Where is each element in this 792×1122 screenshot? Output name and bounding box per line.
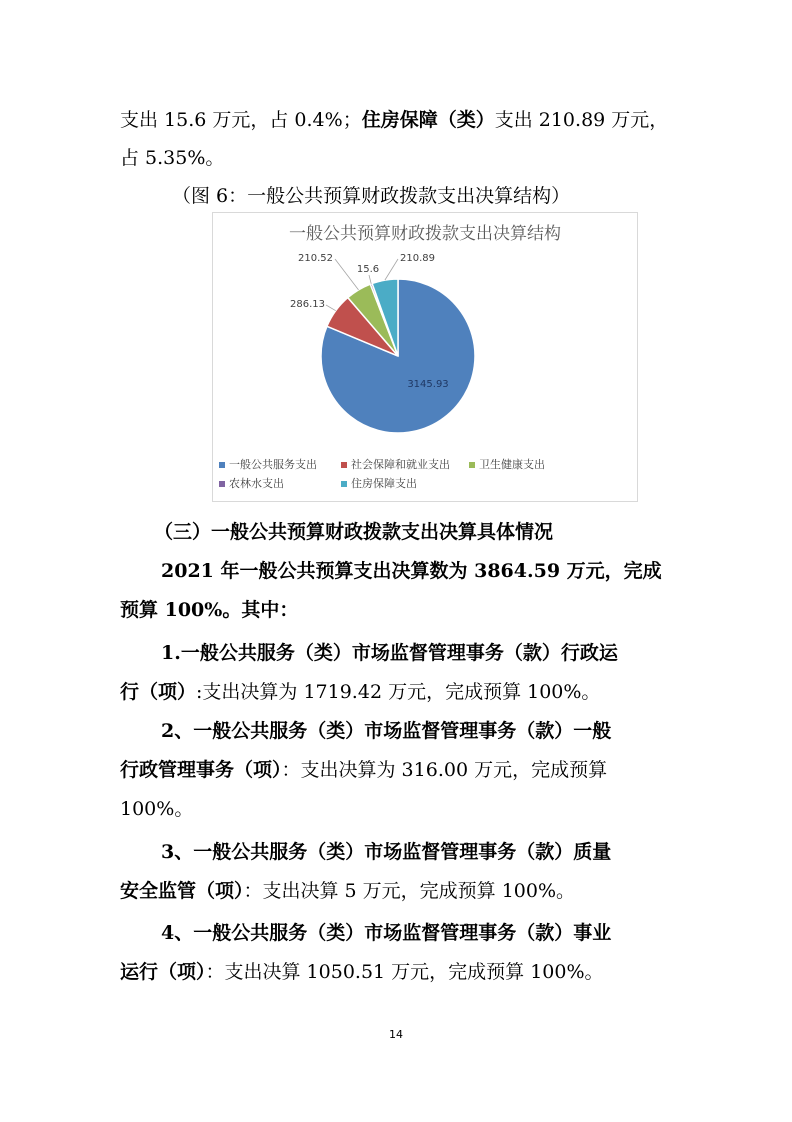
chart-title: 一般公共预算财政拨款支出决算结构 (289, 224, 561, 244)
pie-chart (212, 212, 638, 502)
data-label: 286.13 (290, 299, 325, 310)
legend-label: 社会保障和就业支出 (351, 458, 450, 471)
data-label: 210.89 (400, 253, 435, 264)
section-heading: （三）一般公共预算财政拨款支出决算具体情况 (154, 521, 554, 543)
bold-text-span: 行（项） (120, 681, 197, 703)
leader-line (335, 259, 358, 290)
data-label: 210.52 (298, 253, 333, 264)
text-span: ：支出决算 1050.51 万元，完成预算 100%。 (205, 961, 604, 983)
bold-text-span: 行政管理事务（项） (120, 759, 282, 781)
summary-line: 预算 100%。其中： (120, 599, 299, 621)
legend-label: 农林水支出 (229, 477, 284, 490)
text-span: :支出决算为 1719.42 万元，完成预算 100%。 (196, 681, 601, 703)
legend-item (219, 456, 317, 472)
legend-label: 卫生健康支出 (479, 458, 545, 471)
item-line: 4、一般公共服务（类）市场监督管理事务（款）事业 (161, 922, 612, 944)
item-line: 1.一般公共服务（类）市场监督管理事务（款）行政运 (161, 642, 618, 664)
legend-item (219, 475, 284, 491)
bold-text-span: 住房保障（类） (361, 109, 495, 131)
paragraph-line (120, 108, 668, 132)
bold-text-span: 运行（项） (120, 961, 206, 983)
data-label: 3145.93 (407, 379, 449, 390)
data-label: 15.6 (356, 264, 380, 275)
summary-line: 2021 年一般公共预算支出决算数为 3864.59 万元，完成 (161, 560, 662, 582)
text-span: ：支出决算为 316.00 万元，完成预算 (281, 759, 608, 781)
legend-item (341, 456, 450, 472)
figure-caption: （图 6：一般公共预算财政拨款支出决算结构） (172, 185, 571, 207)
legend-label: 一般公共服务支出 (229, 458, 317, 471)
leader-line (326, 305, 336, 311)
legend-swatch (219, 481, 225, 487)
leader-line (369, 275, 371, 284)
bold-text-span: 安全监管（项） (120, 880, 244, 902)
legend-label: 住房保障支出 (351, 477, 417, 490)
text-span: 支出 15.6 万元，占 0.4%； (120, 109, 362, 131)
legend-swatch (341, 462, 347, 468)
paragraph-line: 占 5.35%。 (120, 147, 225, 169)
item-line: 2、一般公共服务（类）市场监督管理事务（款）一般 (161, 720, 612, 742)
text-span: ：支出决算 5 万元，完成预算 100%。 (243, 880, 576, 902)
item-line: 3、一般公共服务（类）市场监督管理事务（款）质量 (161, 841, 612, 863)
legend-swatch (469, 462, 475, 468)
item-line (120, 960, 604, 984)
item-line: 100%。 (120, 798, 194, 820)
item-line (120, 758, 607, 782)
legend-item (469, 456, 545, 472)
item-line (120, 680, 600, 704)
item-line (120, 879, 575, 903)
legend-item (341, 475, 417, 491)
text-span: 支出 210.89 万元， (494, 109, 669, 131)
legend-swatch (341, 481, 347, 487)
legend-swatch (219, 462, 225, 468)
page-number: 14 (389, 1028, 403, 1041)
leader-line (385, 259, 398, 280)
